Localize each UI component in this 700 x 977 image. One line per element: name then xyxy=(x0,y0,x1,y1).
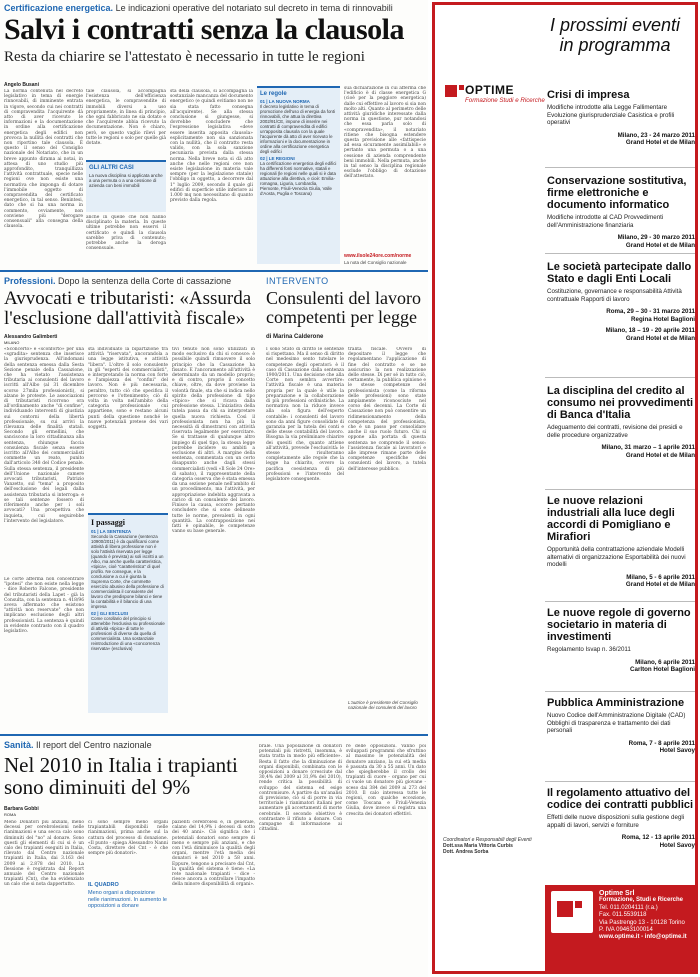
contact-fax: Fax. 011.5539118 xyxy=(599,912,647,919)
article2-author: Alessandro Galimberti xyxy=(4,334,58,340)
event-separator xyxy=(545,377,695,378)
article2-kicker-text: Dopo la sentenza della Corte di cassazione xyxy=(58,276,232,286)
event-3-date: Roma, 29 – 30 - 31 marzo 2011 xyxy=(606,308,695,315)
event-separator xyxy=(545,691,695,692)
box-altri-casi-text: La nuova disciplina si applicata anche a una permuta o a una cessione di azienda con beni immobili xyxy=(89,173,163,188)
event-6[interactable] xyxy=(547,607,695,674)
article3-kicker xyxy=(266,276,426,286)
event-3-venue-2: Grand Hotel et de Milan xyxy=(625,334,695,342)
article3-footnote: L'autrice è presidente del Consiglio nazionale dei consulenti del lavoro xyxy=(348,700,418,710)
event-7-date: Roma, 7 - 8 aprile 2011 xyxy=(628,739,695,747)
optime-advertisement xyxy=(432,2,698,974)
event-4-date: Milano, 31 marzo – 1 aprile 2011 xyxy=(601,444,695,451)
box-regole-label-1: 01 | LA NUOVA NORMA xyxy=(260,99,310,104)
event-4-desc: Adeguamento dei contratti, revisione dei presidi e delle procedure organizzative xyxy=(547,424,683,439)
event-8-title: Il regolamento attuativo del codice dei contratti pubblici xyxy=(547,787,694,811)
article4-column-1: Meno Donatori più anziani, meno decessi per cerebrolesioni nelle rianimazioni e una secca calo sono diminuiti del "no" al donare. Sono questi gli elementi di cui si è un calo dei trapianti eseguiti in Italia, rilevato dal Centro nazionale trapianti in Italia, dai 3.163 del 2009 ai 2.878 del 2010. La flessione è registrata dal Report annuale del Centro nazionale trapianti (Cnt), che ha evidenziato un calo che si nota dappertutto. xyxy=(4,820,84,888)
event-5[interactable] xyxy=(547,495,695,589)
article3-headline: Consulenti del lavoro competenti per legge xyxy=(266,288,421,327)
article4-column-4: brale. Una popolazione di donatori potenziali più ristretti, insomma, è stata tratta in modo più efficiente». Resta il fatto che la diminuzione di organi disponibili, combinata con le opposizioni a donare (cresciute dal 30,4% del 2009 al 31,9% del 2010), rende critica la possibilità di sviluppo del sistema ed esige contromisure. A partire da un'analisi di previsione, ciò si di porre in via territoriale i rianimatori italiani per aumentare gli accertamenti di morte cerebrale. Il secondo obiettivo è contrastare il rifiuto a donare. Con campagne di informazione ai cittadini. xyxy=(259,744,342,833)
event-8-venue: Hotel Savoy xyxy=(659,841,695,849)
event-6-date: Milano, 6 aprile 2011 xyxy=(635,658,695,666)
article2-column-3: tivi tenuto non sono utilizzati in modo esclusivo da chi si conosce: è possibile quindi rimuovere il solo principio che la Cassazione ha fissato. E l'ancoramento all'attività è determinato da un modello proprio; e di contro, proprio il concetto chiave, oltre, da dove proviene la volontà finale, sta che si indica nello spirito della professione di tipo «tipico» che si ricava dalla professione stessa. L'iniziativa della tutela passa da chi sa interpretare quella nuova richiesta. Così il professionista non ha più la necessità di dimostrarsi con attività riservata legalmente per esercitare. Se si trattasse di qualunque altro impiego di quel tipo, la stessa legge potrebbe incidere su ambiti a esclusione di altri. A margine della sentenza, commentata con un certo disappunto anche dagli stessi commercialisti (vedi «Il Sole 24 Ore» di sabato), il rappresentante della categoria osserva che è stata emessa da una sezione penale nell'ambito di un procedimento, ma l'attività, per appropriazione indebita aggravata a carico di un consulente del lavoro. Finisce la causa, occorre pertanto concludere che si sono delineate tutte le norme, prevalenti in ogni quantità. La contrapposizione nei fatti è opinabile, le competenze vanno su base generale. xyxy=(172,347,255,535)
article2-place: MILANO xyxy=(4,340,20,345)
event-1-desc: Modifiche introdotte alla Legge Fallimentare Evoluzione giurisprudenziale Casistica e profili operativi xyxy=(547,104,675,126)
article1-kicker xyxy=(4,3,424,13)
event-1-title: Crisi di impresa xyxy=(547,89,630,101)
box-regole-title: Le regole xyxy=(260,91,287,97)
contact-name: Optime Srl xyxy=(599,890,635,897)
article1-author: Angelo Busani xyxy=(4,82,40,88)
article1-column-2: tale clausola, si accompagna l'esistenza dell'efficienza energetica, le compravendite di immobili diversi a uso propriamente, in linea di principio, che ogni fabbricato ne sia dotato e che l'acquirente abbia ricevuto la documentazione. Non è chiaro, però, se questo vaglio rilevi per tutte le regioni o solo per quelle già dotate. xyxy=(86,89,166,147)
event-1-venue: Grand Hotel et de Milan xyxy=(625,139,695,146)
event-5-date: Milano, 5 - 6 aprile 2011 xyxy=(626,573,695,581)
event-5-title: Le nuove relazioni industriali alla luce degli accordi di Pomigliano e Mirafiori xyxy=(547,495,675,543)
article1-headline: Salvi i contratti senza la clausola xyxy=(4,13,404,46)
event-8-desc: Effetti delle nuove disposizioni sulla gestione degli appalti di lavori, servizi e forniture xyxy=(547,814,685,829)
article1-box-altri-casi xyxy=(86,160,166,212)
article1-web-link[interactable]: www.ilsole24ore.com/norme xyxy=(344,253,412,259)
article1-kicker-text: Le indicazioni operative del notariato sul decreto in tema di rinnovabili xyxy=(115,3,393,13)
article4-column-5: re delle opposizioni. Vanno poi sviluppati programmi che sfruttino al massimo le potenzialità del donatore anziano, la cui età media è passata da 30 a 55 anni. Un dato che spiegherebbe il crollo dei trapianti di cuore - organo per cui ci vuole un donatore più giovane - sceso dai 384 del 2009 ai 273 del 2010. Il calo interessa tutte le regioni, con qualche eccezione, come Toscana e Friuli-Venezia Giulia, dove invece si registra una crescita dei donatori effettivi. xyxy=(346,744,426,817)
divider-1 xyxy=(0,270,428,272)
optime-contact-logo-icon xyxy=(551,891,593,933)
event-5-desc: Opportunità della contrattazione aziendale Modelli alternativi di organizzazione Esportabilità dei nuovi modelli xyxy=(547,546,686,568)
article4-column-2: ci sono sempre meno organi trapiantabili disponibili nelle rianimazioni, prima anche sul la cattura del processo di donazione. «Il punto - spiega Alessandro Nanni Costa, direttore del Cnt - è che sempre più donatori». xyxy=(88,820,168,857)
article4-box-title: IL QUADRO xyxy=(88,882,119,888)
article1-deck: Resta da chiarire se l'attestato è necessario in tutte le regioni xyxy=(4,49,365,65)
event-separator xyxy=(545,781,695,782)
box-passaggi-text-2: Come corollario del principio si attenebbe l'esclusiva su professionale di attività «tipica» di tutte le professioni di diverse da quella di commercialista. Una sostanziale reintroduzione di una «concorrenza riservata» (esclusiva) xyxy=(91,616,165,651)
event-separator xyxy=(545,167,695,168)
event-2[interactable] xyxy=(547,175,695,249)
article2-kicker-tag: Professioni. xyxy=(4,276,56,286)
article4-headline: Nel 2010 in Italia i trapianti sono diminuiti del 9% xyxy=(4,753,238,799)
event-3-venue: Regina Hotel Baglioni xyxy=(631,315,695,323)
article4-box-text: Meno organi a disposizione nelle rianimazioni. In aumento le opposizioni a donare xyxy=(88,890,167,910)
event-2-title: Conservazione sostitutiva, firme elettroniche e documento informatico xyxy=(547,175,687,211)
article2-box-passaggi xyxy=(88,513,168,713)
event-1[interactable] xyxy=(547,89,695,147)
event-4-title: La disciplina del credito al consumo nei provvedimenti di Banca d'Italia xyxy=(547,385,694,421)
box-passaggi-title: I passaggi xyxy=(91,518,126,527)
article1-column-1: La norma contenuta nel decreto legislativo in tema di energie rinnovabili, di imminente entrata in vigore, secondo cui nei contratti di compravendita l'acquirente dà atto di aver ricevuto le informazioni e la documentazione in ordine alla certificazione energetica degli edifici non provoca la nullità dei contratti che non riportino tale clausola. È questo il senso del Consiglio nazionale del Notariato, che in un breve appunto dirama ai notai, in attesa di uno studio più approfondito, tranquillizza l'attività contrattuale, specie nelle regioni ove non esiste una normativa che imponga di dotare l'immobile oggetto di compravendita del certificato energetico, in tal senso. Benintesi, dato che si ha una norma in commento, ovviamente, non conviene più "derogare consensuali" alla consegna della clausola. xyxy=(4,89,83,230)
event-2-date: Milano, 29 - 30 marzo 2011 xyxy=(617,234,695,241)
event-2-desc: Modifiche introdotte al CAD Provvedimenti dell'Amministrazione finanziaria xyxy=(547,214,664,229)
article2-column-1b: Le corte afferma non concentrare "ipotesi" che non esiste nella legge - dice Roberto Falcone, presidente del tributaristi della Lapet - già la Consulta, con la sentenza n. 418/96 aveva affermato che esistono "attività non reservate" che non implicano esclusione degli altri professionisti. La sentenza è quindi in evidente contrasto con il quadro legislativo. xyxy=(4,577,84,635)
event-separator xyxy=(545,601,695,602)
article1-column-2b: anche in quelle che non hanno disciplinato la materia. In queste ultime potrebbe non esservi il certificato e quindi la clausola sarebbe priva di contenuto; potrebbe anche la deroga consensuale. xyxy=(86,215,166,252)
event-7-venue: Hotel Savoy xyxy=(659,747,695,754)
event-2-venue: Grand Hotel et de Milan xyxy=(625,241,695,249)
event-7-title: Pubblica Amministrazione xyxy=(547,697,685,709)
event-6-venue: Carlton Hotel Baglioni xyxy=(630,666,695,673)
box-passaggi-label-2: 02 | GLI ESCLUSI xyxy=(91,611,129,616)
article3-column-2: tralità fiscale. Ovvero di depositare il legge che regolamentano l'applicazione di fine del contratto e se ne assicurino la non realizzazione delle stesse. Di per sé in tutto ciò, certamente, la pubblica opinione e le stesse competenze del professionista (come la riforma delle professioni) sono state ampiamente riconosciute nel corso dei decenni. La Corte di Cassazione non può consentire un ridimensionamento della competenza del professionista, che è un passo per consolidare anche il suo ruolo futuro. Chi si oppone alla portata di questa sentenza ne comprende il senso: l'assistenza fiscale ai lavoratori e alle imprese rimane parte delle competenze specifiche dei consulenti del lavoro, a tutela dell'interesse pubblico. xyxy=(348,347,426,472)
article1-box-regole xyxy=(257,86,340,264)
event-8[interactable] xyxy=(547,787,695,849)
event-4-venue: Grand Hotel et de Milan xyxy=(625,451,695,459)
coord-name-1: Dott.ssa Maria Vittoria Curbis xyxy=(443,843,513,850)
contact-address: Via Pastrengo 13 - 10128 Torino xyxy=(599,919,685,926)
article4-place: ROMA xyxy=(4,812,16,817)
box-regole-text-2: La certificazione energetica degli edifici ha differenti fonti normative, statali e regionali (le regioni nelle quali si è data attuazione alla direttiva, e cioè: Emilia-romagna, Liguria, Lombardia, Piemonte, Friuli-Venezia Giulia, Valle d'Aosta, Puglia e Toscana) xyxy=(260,161,337,196)
ad-brand: OPTIME xyxy=(465,83,515,97)
event-1-date: Milano, 23 - 24 marzo 2011 xyxy=(617,131,695,139)
event-6-title: Le nuove regole di governo societario in materia di investimenti xyxy=(547,607,691,643)
box-regole-label-2: 02 | LE REGIONI xyxy=(260,156,295,161)
event-7-desc: Nuovo Codice dell'Amministrazione Digitale (CAD) Obblighi di trasparenza e trattamento dei dati personali xyxy=(547,712,686,734)
article2-kicker xyxy=(4,276,259,286)
article4-author: Barbara Gobbi xyxy=(4,806,39,812)
ad-title: I prossimi eventi in programma xyxy=(549,15,681,55)
ad-contact-box xyxy=(545,885,695,971)
article1-column-4: sua dichiarazione in cui afferma che l'edificio è di classe energetica G (cioè per la peggiore energetica) dalle cui effettive al lavoro si sia non molto alti. Quanto al perimetro delle attività giuridiche interessate dalla norma in questione, pur notandosi che essa parla solo di «compravendita», il notariato ritiene che bisogna estendere questa previsione alle «fattispecie ad essa sicuramente assimilabili» e pertanto una permuta o a una cessione di azienda comprendente beni immobili. Nella permuta, anche in tal senso la disciplina regionale esclude l'obbligo di dotazione dell'attestato. xyxy=(344,86,426,180)
event-6-desc: Regolamento Isvap n. 36/2011 xyxy=(547,646,631,653)
article3-author: di Marina Calderone xyxy=(266,334,324,340)
article3-kicker-tag: INTERVENTO xyxy=(266,276,329,286)
box-passaggi-text-1: Secondo la Cassazione (sentenza 10900/2011) è da qualificarsi come attività di libera professione non è solo l'attività riservata per legge (quando è prevista) ai soli iscritti a un Albo, ma anche quella caratteristica, «tipica», cioè "caratteristica" di quel profilo. Ne consegue, e la conclusione a cui è giunta la Suprema Corte, che commette esercizio abusivo della professione di commercialista il consulente del lavoro che predispone bilanci e tiene la contabilità e il bilancio di una impresa xyxy=(91,534,164,609)
event-8-date: Roma, 12 - 13 aprile 2011 xyxy=(621,834,695,841)
event-separator xyxy=(545,489,695,490)
article4-kicker-tag: Sanità. xyxy=(4,740,34,750)
article1-kicker-tag: Certificazione energetica. xyxy=(4,3,114,13)
ad-brand-sub: Formazione Studi e Ricerche xyxy=(465,97,545,104)
contact-sub: Formazione, Studi e Ricerche xyxy=(599,897,684,904)
event-3-date-2: Milano, 18 – 19 - 20 aprile 2011 xyxy=(605,327,695,334)
article2-column-1: «Sconcerto» e «sconforto» per una «sgradita» sentenza che inserisce la giurisprudenza. All'indomani della sentenza emessa dalla Sesta Sezione penale della Cassazione, che ha vietato l'assistenza tributaria ai consulenti del lavoro iscritti all'Albo (al 31 dicembre scorso 27mila professionisti), si alzano le proteste. Le associazioni di tributaristi ricorrono ora all'ordinamento anche "di confine", individuando interventi di giustizia sui contorni della libertà professionale, su cui arrivi la rilevanza delle finalità statali. Secondo gli ermellini, che sanciscono la loro cittadinanza alla sentenza, chiunque faccia consulenza fiscale senza essere iscritto all'Albo dei commercialisti commette un reato, punito dall'articolo 348 del Codice penale. Sulla stessa sentenza, il presidente dell'Unione nazionale camere avvocati tributaristi, Patrizio Vanzetto, sul "tema" a proposito dell'esclusione dei legali dalla assistenza tributaria si interroga: e se tali sentenze fossero di riferimento anche per i soli avvocati? Una prospettiva che inquieta, cui seguirebbe l'intervento del legislatore. xyxy=(4,347,84,524)
event-5-venue: Grand Hotel et de Milan xyxy=(625,581,695,588)
article1-column-3: sta della clausola, si accompagna la sostanziale mancanza del documento energetico (e quindi evitiamo non ne sia stata fatto consegna all'acquirente). Se alla stessa conclusione si giungesse, si dovrebbe concludere che l'espressione legislativa «deve essere inserita apposita clausola» esplicitamente non sia sanzionata con la nullità, che il contratto resta valido, con la sola sanzione pecuniaria prevista dalla stessa norma. Nella breve nota si dà atto anche che nelle regioni ove non esiste legislazione in materia vale sempre (per la legislazione statale) l'obbligo in oggetto, a decorrere dal 1° luglio 2009, secondo il quale gli edifici di superficie utile inferiore ai 1.000 mq non necessitano di quanto previsto dalla regola. xyxy=(170,89,253,204)
contact-piva: P. IVA 09463100014 xyxy=(599,927,653,934)
event-7[interactable] xyxy=(547,697,695,755)
coord-title: Coordinatori e Responsabili degli Eventi xyxy=(443,837,532,843)
contact-tel: Tel. 011.0204111 (r.a.) xyxy=(599,904,658,911)
article4-kicker-text: Il report del Centro nazionale xyxy=(36,740,152,750)
divider-2 xyxy=(0,734,428,736)
contact-web[interactable]: www.optime.it - info@optime.it xyxy=(599,934,687,941)
event-3-desc: Costituzione, governance e responsabilità Attività contrattuale Rapporti di lavoro xyxy=(547,288,682,303)
article4-column-3: pazienti cerebrolesi e, in generale, calano del 14,9% i decessi di sotto dei 40 anni». Ciò significa che i potenziali donatori sono sempre di meno e sempre più anziani, e che con l'età diminuisce la qualità degli organi, mentre l'età media dei donatori è nel 2010 a 58 anni. Eppure, tengono a precisare dal Cnt, la qualità del sistema è tiene: «La rete nazionale trapianti - dice - riesce ancora a controllare l'impatto della minore disponibilità di organi». xyxy=(172,820,255,888)
box-regole-text-1: Il decreto legislativo in tema di promozione dell'uso di energia da fonti rinnovabili, che attua la direttiva 2002/91/CE, impone di inserire nei contratti di compravendita di edifici un'apposita clausola con la quale l'acquirente dà atto di aver ricevuto le informazioni e la documentazione in ordine alla certificazione energetica degli edifici xyxy=(260,104,336,154)
article3-column-1: I sono Stato di diritto le sentenze si rispettano. Ma il senso di diritto nel medesimo sento tutelare le competenze degli operatori: è il caso di Cassazione dalla sentenza 1900/2011. Una decisione che alla Corte non sembra avvertire: l'attività fiscale è una materia propria per la quale è utile la preparazione e la collaborazione di più professioni ordinistiche. La normativa non la riduce invece alla sola figura dell'esperto contabile: i consulenti del lavoro sono da anni figure consolidate di garanzia per la tutela dei conti e delle stesse contabilità del lavoro. Bisogna la via preliminare chiarire dei quesiti che, quanto attiene all'attività, prevede l'esclusività: le stesse risulteranno completamente alle regole che la legge ha chiarito, ovvero la pacifica coesistenza di più professioni e l'intervento del legislatore conseguente. xyxy=(266,347,344,483)
event-3-title: Le società partecipate dallo Stato e dagli Enti Locali xyxy=(547,261,692,285)
box-altri-casi-title: GLI ALTRI CASI xyxy=(89,165,134,171)
article1-web-caption: La nota del Consiglio nazionale xyxy=(344,260,407,265)
event-4[interactable] xyxy=(547,385,695,459)
coord-name-2: Dott. Andrea Sorba xyxy=(443,849,489,856)
event-3[interactable] xyxy=(547,261,695,342)
article2-column-2: sta individuato la bipartizione tra attività "riservata", ancorandola a una legge istitutiva, e attività "libera". L'oltre il solo consulente in gli "esperti dei commercialisti", e interpretando la norma con forte e l'ampiezza dei "confini" del lavoro. Non è più necessaria, peraltro, tutto ciò che specifica il percorso e l'ottenimento; ciò di volta in volta nell'ambito della categoria professionale cui appartiene, sono e restano alcuni punti della questione nonché le nuove potenziali pretese dei vari soggetti. xyxy=(88,347,168,431)
ad-coordinators xyxy=(443,837,543,856)
article2-headline: Avvocati e tributaristi: «Assurda l'esclusione dall'attività fiscale» xyxy=(4,288,252,329)
box-passaggi-label-1: 01 | LA SENTENZA xyxy=(91,529,132,534)
event-separator xyxy=(545,253,695,254)
